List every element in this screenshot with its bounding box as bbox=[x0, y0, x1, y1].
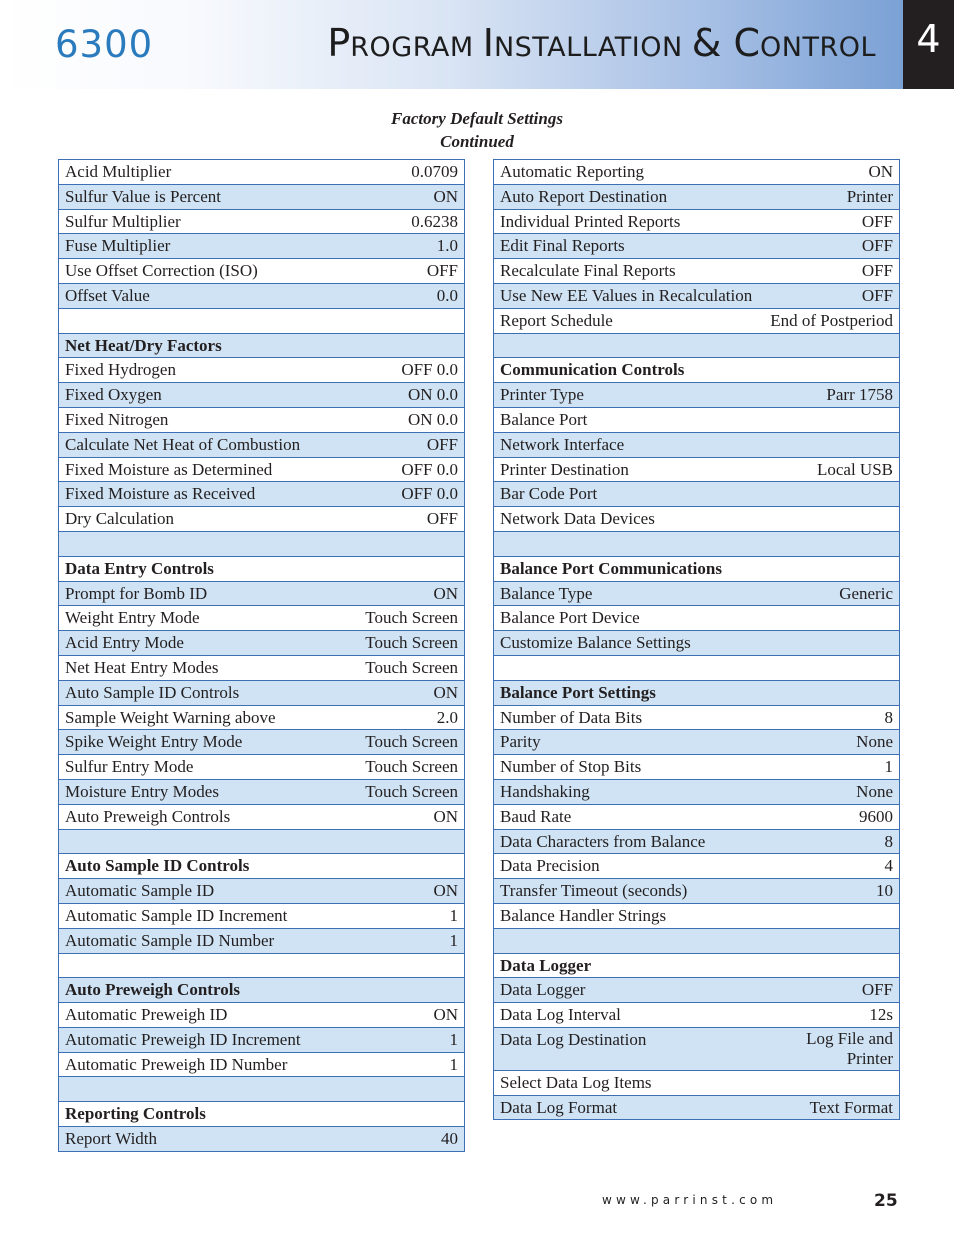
setting-value bbox=[344, 1077, 465, 1102]
table-row bbox=[59, 1027, 465, 1052]
setting-name: Report Schedule bbox=[494, 308, 765, 333]
table-row bbox=[59, 1003, 465, 1028]
table-row bbox=[59, 606, 465, 631]
setting-value: 0.0709 bbox=[344, 160, 465, 185]
section-subtitle: Factory Default Settings bbox=[391, 109, 563, 128]
setting-value bbox=[764, 432, 899, 457]
setting-value: None bbox=[764, 730, 899, 755]
setting-name: Network Interface bbox=[494, 432, 765, 457]
table-row bbox=[494, 209, 900, 234]
setting-name: Auto Report Destination bbox=[494, 184, 765, 209]
setting-name: Acid Multiplier bbox=[59, 160, 344, 185]
setting-value: ON bbox=[344, 804, 465, 829]
setting-value bbox=[764, 531, 899, 556]
table-row bbox=[494, 407, 900, 432]
setting-value: ON bbox=[764, 160, 899, 185]
setting-value: 1 bbox=[344, 928, 465, 953]
setting-name bbox=[59, 953, 344, 978]
settings-table-right bbox=[493, 159, 900, 1120]
table-row bbox=[59, 432, 465, 457]
table-row bbox=[59, 730, 465, 755]
setting-value: Printer bbox=[764, 184, 899, 209]
setting-name: Use Offset Correction (ISO) bbox=[59, 259, 344, 284]
setting-name: Offset Value bbox=[59, 283, 344, 308]
setting-name: Sample Weight Warning above bbox=[59, 705, 344, 730]
table-row bbox=[59, 184, 465, 209]
table-row bbox=[59, 655, 465, 680]
setting-name: Fixed Nitrogen bbox=[59, 407, 344, 432]
setting-value: OFF bbox=[344, 259, 465, 284]
table-row bbox=[494, 283, 900, 308]
setting-value bbox=[764, 928, 899, 953]
setting-value: Touch Screen bbox=[344, 779, 465, 804]
table-row bbox=[494, 1003, 900, 1028]
setting-value: Touch Screen bbox=[344, 631, 465, 656]
setting-value: 4 bbox=[764, 854, 899, 879]
spacer-row bbox=[494, 333, 900, 358]
table-row bbox=[494, 581, 900, 606]
section-heading-row bbox=[59, 333, 465, 358]
setting-name: Balance Handler Strings bbox=[494, 903, 765, 928]
table-row bbox=[59, 779, 465, 804]
setting-name: Balance Type bbox=[494, 581, 765, 606]
setting-name: Data Log Format bbox=[494, 1095, 765, 1120]
section-heading-row bbox=[494, 556, 900, 581]
setting-value: Touch Screen bbox=[344, 755, 465, 780]
setting-name: Balance Port Device bbox=[494, 606, 765, 631]
table-row bbox=[494, 432, 900, 457]
table-row bbox=[494, 383, 900, 408]
section-heading: Data Logger bbox=[494, 953, 765, 978]
table-row bbox=[494, 755, 900, 780]
setting-value: 8 bbox=[764, 829, 899, 854]
setting-name bbox=[494, 655, 765, 680]
setting-name: Number of Stop Bits bbox=[494, 755, 765, 780]
table-row bbox=[494, 854, 900, 879]
section-heading: Balance Port Settings bbox=[494, 680, 765, 705]
table-row bbox=[494, 507, 900, 532]
model-number: 6300 bbox=[55, 23, 154, 66]
section-heading-row bbox=[494, 953, 900, 978]
table-row bbox=[494, 978, 900, 1003]
setting-value: ON bbox=[344, 680, 465, 705]
setting-value bbox=[344, 829, 465, 854]
table-row bbox=[59, 383, 465, 408]
table-row bbox=[59, 804, 465, 829]
section-heading: Communication Controls bbox=[494, 358, 765, 383]
title-letter: ROGRAM bbox=[350, 32, 483, 63]
setting-name: Spike Weight Entry Mode bbox=[59, 730, 344, 755]
setting-value bbox=[764, 1070, 899, 1095]
setting-name: Weight Entry Mode bbox=[59, 606, 344, 631]
table-row bbox=[59, 879, 465, 904]
table-row bbox=[494, 160, 900, 185]
setting-value bbox=[764, 953, 899, 978]
table-row bbox=[494, 779, 900, 804]
spacer-row bbox=[494, 655, 900, 680]
setting-value bbox=[764, 333, 899, 358]
setting-value: Parr 1758 bbox=[764, 383, 899, 408]
table-row bbox=[494, 457, 900, 482]
section-heading: Data Entry Controls bbox=[59, 556, 344, 581]
setting-value: 40 bbox=[344, 1127, 465, 1152]
footer-website: www.parrinst.com bbox=[602, 1193, 778, 1207]
section-heading-row bbox=[494, 358, 900, 383]
title-letter: P bbox=[327, 21, 351, 65]
setting-name: Number of Data Bits bbox=[494, 705, 765, 730]
spacer-row bbox=[59, 1077, 465, 1102]
setting-value bbox=[344, 556, 465, 581]
setting-name bbox=[59, 308, 344, 333]
setting-name: Data Logger bbox=[494, 978, 765, 1003]
setting-name bbox=[59, 829, 344, 854]
setting-name: Prompt for Bomb ID bbox=[59, 581, 344, 606]
setting-value: ON bbox=[344, 581, 465, 606]
setting-value: 2.0 bbox=[344, 705, 465, 730]
setting-name: Report Width bbox=[59, 1127, 344, 1152]
setting-name: Bar Code Port bbox=[494, 482, 765, 507]
setting-name: Auto Sample ID Controls bbox=[59, 680, 344, 705]
setting-value: 1 bbox=[344, 903, 465, 928]
setting-value: None bbox=[764, 779, 899, 804]
setting-name bbox=[59, 1077, 344, 1102]
table-row bbox=[494, 482, 900, 507]
page-header-banner bbox=[0, 0, 903, 89]
setting-name: Auto Preweigh Controls bbox=[59, 804, 344, 829]
setting-name: Printer Destination bbox=[494, 457, 765, 482]
setting-name: Data Characters from Balance bbox=[494, 829, 765, 854]
table-row bbox=[59, 680, 465, 705]
setting-value: Touch Screen bbox=[344, 655, 465, 680]
spacer-row bbox=[494, 928, 900, 953]
setting-name: Automatic Sample ID bbox=[59, 879, 344, 904]
table-row bbox=[59, 209, 465, 234]
setting-value bbox=[764, 903, 899, 928]
setting-value: OFF 0.0 bbox=[344, 482, 465, 507]
table-row bbox=[59, 705, 465, 730]
setting-value: 8 bbox=[764, 705, 899, 730]
setting-name: Fixed Oxygen bbox=[59, 383, 344, 408]
table-row bbox=[494, 705, 900, 730]
spacer-row bbox=[59, 829, 465, 854]
setting-name: Automatic Preweigh ID Increment bbox=[59, 1027, 344, 1052]
spacer-row bbox=[59, 308, 465, 333]
title-letter: NSTALLATION bbox=[493, 32, 692, 63]
setting-value: 1.0 bbox=[344, 234, 465, 259]
setting-name: Recalculate Final Reports bbox=[494, 259, 765, 284]
setting-value: ON bbox=[344, 879, 465, 904]
setting-value bbox=[344, 978, 465, 1003]
chapter-number-tab: 4 bbox=[903, 0, 954, 89]
setting-value: 1 bbox=[344, 1052, 465, 1077]
table-row bbox=[59, 1052, 465, 1077]
table-row bbox=[59, 903, 465, 928]
setting-value bbox=[764, 407, 899, 432]
setting-name: Automatic Reporting bbox=[494, 160, 765, 185]
setting-value: ON 0.0 bbox=[344, 407, 465, 432]
setting-value: ON 0.0 bbox=[344, 383, 465, 408]
setting-name: Acid Entry Mode bbox=[59, 631, 344, 656]
setting-value: OFF bbox=[764, 978, 899, 1003]
setting-name: Fixed Moisture as Determined bbox=[59, 457, 344, 482]
setting-name: Automatic Preweigh ID bbox=[59, 1003, 344, 1028]
spacer-row bbox=[494, 531, 900, 556]
table-row bbox=[59, 631, 465, 656]
table-row bbox=[59, 482, 465, 507]
setting-value bbox=[764, 556, 899, 581]
title-letter: C bbox=[733, 21, 760, 65]
setting-name: Edit Final Reports bbox=[494, 234, 765, 259]
setting-name: Sulfur Value is Percent bbox=[59, 184, 344, 209]
setting-name: Net Heat Entry Modes bbox=[59, 655, 344, 680]
table-row bbox=[494, 903, 900, 928]
setting-name bbox=[494, 928, 765, 953]
setting-name bbox=[494, 333, 765, 358]
table-row bbox=[59, 1127, 465, 1152]
table-row bbox=[59, 755, 465, 780]
section-heading-row bbox=[59, 1102, 465, 1127]
table-row bbox=[494, 259, 900, 284]
setting-value: OFF bbox=[764, 259, 899, 284]
setting-name: Automatic Sample ID Number bbox=[59, 928, 344, 953]
section-heading-row bbox=[494, 680, 900, 705]
setting-value: OFF bbox=[764, 283, 899, 308]
setting-name: Data Precision bbox=[494, 854, 765, 879]
table-row bbox=[59, 457, 465, 482]
setting-value: Local USB bbox=[764, 457, 899, 482]
setting-name: Individual Printed Reports bbox=[494, 209, 765, 234]
table-row bbox=[494, 1027, 900, 1070]
table-row bbox=[494, 308, 900, 333]
setting-name: Transfer Timeout (seconds) bbox=[494, 879, 765, 904]
table-row bbox=[494, 1070, 900, 1095]
section-heading: Reporting Controls bbox=[59, 1102, 344, 1127]
setting-name: Fuse Multiplier bbox=[59, 234, 344, 259]
setting-name: Balance Port bbox=[494, 407, 765, 432]
setting-name: Automatic Preweigh ID Number bbox=[59, 1052, 344, 1077]
table-row bbox=[59, 358, 465, 383]
setting-value: OFF bbox=[764, 209, 899, 234]
setting-name: Sulfur Multiplier bbox=[59, 209, 344, 234]
setting-name: Dry Calculation bbox=[59, 507, 344, 532]
title-letter: ONTROL bbox=[760, 32, 876, 63]
section-heading: Balance Port Communications bbox=[494, 556, 765, 581]
setting-name: Data Log Interval bbox=[494, 1003, 765, 1028]
table-row bbox=[494, 606, 900, 631]
setting-value: End of Postperiod bbox=[764, 308, 899, 333]
setting-value: 12s bbox=[764, 1003, 899, 1028]
setting-value bbox=[764, 631, 899, 656]
setting-name: Calculate Net Heat of Combustion bbox=[59, 432, 344, 457]
setting-value bbox=[344, 531, 465, 556]
setting-value: OFF bbox=[344, 507, 465, 532]
setting-value bbox=[344, 308, 465, 333]
setting-value: 9600 bbox=[764, 804, 899, 829]
setting-value bbox=[344, 953, 465, 978]
setting-value bbox=[764, 507, 899, 532]
section-heading-row bbox=[59, 556, 465, 581]
table-row bbox=[59, 283, 465, 308]
section-heading: Net Heat/Dry Factors bbox=[59, 333, 344, 358]
setting-value: 1 bbox=[764, 755, 899, 780]
setting-value: Text Format bbox=[764, 1095, 899, 1120]
spacer-row bbox=[59, 531, 465, 556]
setting-name: Baud Rate bbox=[494, 804, 765, 829]
setting-value: 1 bbox=[344, 1027, 465, 1052]
setting-name: Fixed Moisture as Received bbox=[59, 482, 344, 507]
setting-value: Log File and Printer bbox=[764, 1027, 899, 1070]
chapter-title bbox=[327, 21, 876, 65]
setting-value: 0.0 bbox=[344, 283, 465, 308]
setting-value: ON bbox=[344, 1003, 465, 1028]
section-heading: Auto Preweigh Controls bbox=[59, 978, 344, 1003]
table-row bbox=[494, 234, 900, 259]
spacer-row bbox=[59, 953, 465, 978]
table-row bbox=[494, 631, 900, 656]
settings-table-left bbox=[58, 159, 465, 1152]
setting-value bbox=[764, 655, 899, 680]
setting-name bbox=[59, 531, 344, 556]
table-row bbox=[494, 879, 900, 904]
table-row bbox=[59, 234, 465, 259]
table-row bbox=[494, 1095, 900, 1120]
setting-value: Touch Screen bbox=[344, 606, 465, 631]
table-row bbox=[494, 804, 900, 829]
section-heading-row bbox=[59, 854, 465, 879]
table-row bbox=[494, 829, 900, 854]
setting-name: Network Data Devices bbox=[494, 507, 765, 532]
table-row bbox=[59, 507, 465, 532]
setting-value bbox=[764, 482, 899, 507]
setting-name: Customize Balance Settings bbox=[494, 631, 765, 656]
setting-name bbox=[494, 531, 765, 556]
table-row bbox=[59, 160, 465, 185]
setting-name: Parity bbox=[494, 730, 765, 755]
setting-name: Use New EE Values in Recalculation bbox=[494, 283, 765, 308]
table-row bbox=[59, 928, 465, 953]
title-letter: I bbox=[482, 21, 494, 65]
section-heading-row bbox=[59, 978, 465, 1003]
table-row bbox=[59, 581, 465, 606]
setting-name: Printer Type bbox=[494, 383, 765, 408]
setting-name: Select Data Log Items bbox=[494, 1070, 765, 1095]
setting-value bbox=[764, 606, 899, 631]
setting-value: OFF 0.0 bbox=[344, 457, 465, 482]
table-row bbox=[494, 730, 900, 755]
table-row bbox=[59, 407, 465, 432]
setting-value bbox=[344, 333, 465, 358]
page-number: 25 bbox=[874, 1191, 898, 1211]
setting-value: 0.6238 bbox=[344, 209, 465, 234]
table-row bbox=[59, 259, 465, 284]
setting-name: Fixed Hydrogen bbox=[59, 358, 344, 383]
setting-value: 10 bbox=[764, 879, 899, 904]
section-subtitle-continued: Continued bbox=[440, 132, 514, 151]
section-heading: Auto Sample ID Controls bbox=[59, 854, 344, 879]
setting-name: Data Log Destination bbox=[494, 1027, 765, 1070]
setting-value: OFF bbox=[344, 432, 465, 457]
setting-value bbox=[344, 1102, 465, 1127]
setting-value bbox=[764, 358, 899, 383]
setting-value: Touch Screen bbox=[344, 730, 465, 755]
setting-value: Generic bbox=[764, 581, 899, 606]
setting-value bbox=[344, 854, 465, 879]
setting-name: Moisture Entry Modes bbox=[59, 779, 344, 804]
setting-name: Handshaking bbox=[494, 779, 765, 804]
setting-value: OFF bbox=[764, 234, 899, 259]
setting-name: Sulfur Entry Mode bbox=[59, 755, 344, 780]
setting-value: ON bbox=[344, 184, 465, 209]
table-row bbox=[494, 184, 900, 209]
title-letter: & bbox=[691, 21, 734, 65]
setting-value: OFF 0.0 bbox=[344, 358, 465, 383]
setting-value bbox=[764, 680, 899, 705]
setting-name: Automatic Sample ID Increment bbox=[59, 903, 344, 928]
